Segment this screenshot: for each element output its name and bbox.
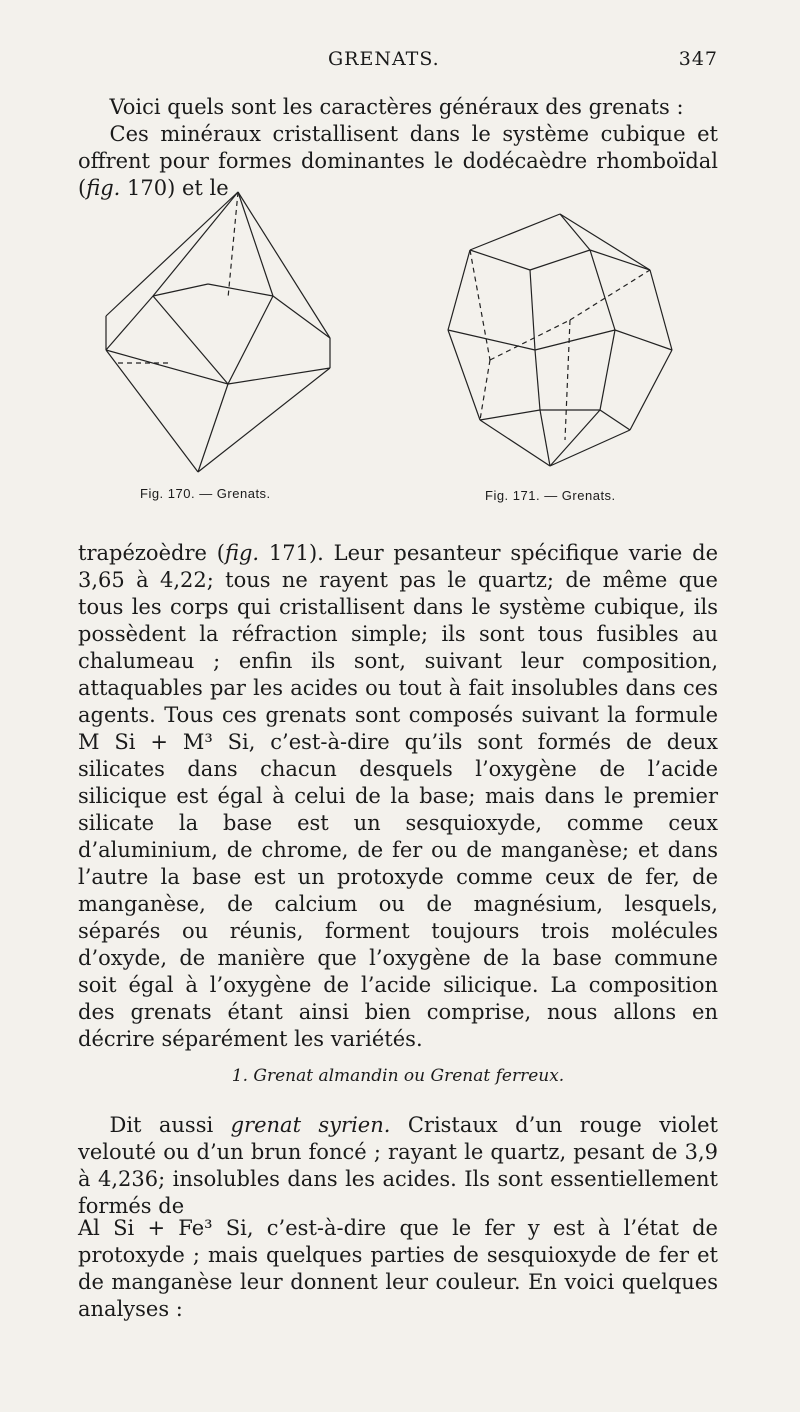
paragraph-almandin-formula: Al Si + Fe³ Si, c’est-à-dire que le fer y est à l’état de protoxyde ; mais quelques parties de sesquioxyde de fer et de manganèse leur donnent leur couleur. En voici quelques analyses : (78, 1216, 718, 1321)
figure-171-caption: Fig. 171. — Grenats. (485, 488, 616, 503)
section-title-almandin: 1. Grenat almandin ou Grenat ferreux. (231, 1066, 565, 1086)
formula-almandin: Al Si + Fe³ Si (78, 1216, 247, 1240)
formula-garnet: M Si + M³ Si (78, 730, 249, 754)
page-number: 347 (678, 48, 718, 70)
figure-170-dodecahedron (98, 188, 338, 478)
paragraph-forms: Ces minéraux cristallisent dans le système cubique et offrent pour formes dominantes le dodécaèdre rhomboïdal (fig. 170) et le (78, 122, 718, 200)
paragraph-intro: Voici quels sont les caractères généraux des grenats : (109, 95, 684, 119)
paragraph-almandin: Dit aussi grenat syrien. Cristaux d’un rouge violet velouté ou d’un brun foncé ; rayant le quartz, pesant de 3,9 à 4,236; insolubles dans les acides. Ils sont essentiellement formés de (78, 1113, 719, 1218)
figure-171-trapezohedron (440, 210, 680, 470)
running-header (78, 48, 718, 78)
paragraph-properties: trapézoèdre (fig. 171). Leur pesanteur spécifique varie de 3,65 à 4,22; tous ne rayent pas le quartz; de même que tous les corps qui cristallisent dans le système cubique, ils possèdent la réfraction simple; ils sont tous fusibles au chalumeau ; enfin ils sont, suivant leur composition, attaquables par les acides ou tout à fait insolubles dans ces agents. Tous ces grenats sont composés suivant la formule M Si + M³ Si, c’est-à-dire qu’ils sont formés de deux silicates dans chacun desquels l’oxygène de l’acide silicique est égal à celui de la base; mais dans le premier silicate la base est un sesquioxyde, comme ceux d’aluminium, de chrome, de fer ou de manganèse; et dans l’autre la base est un protoxyde comme ceux de fer, de manganèse, de calcium ou de magnésium, lesquels, séparés ou réunis, forment toujours trois molécules d’oxyde, de manière que l’oxygène de la base commune soit égal à l’oxygène de l’acide silicique. La composition des grenats étant ainsi bien comprise, nous allons en décrire séparément les variétés. (78, 541, 718, 1051)
figure-170-caption: Fig. 170. — Grenats. (140, 486, 271, 501)
running-title: GRENATS. (328, 48, 440, 70)
